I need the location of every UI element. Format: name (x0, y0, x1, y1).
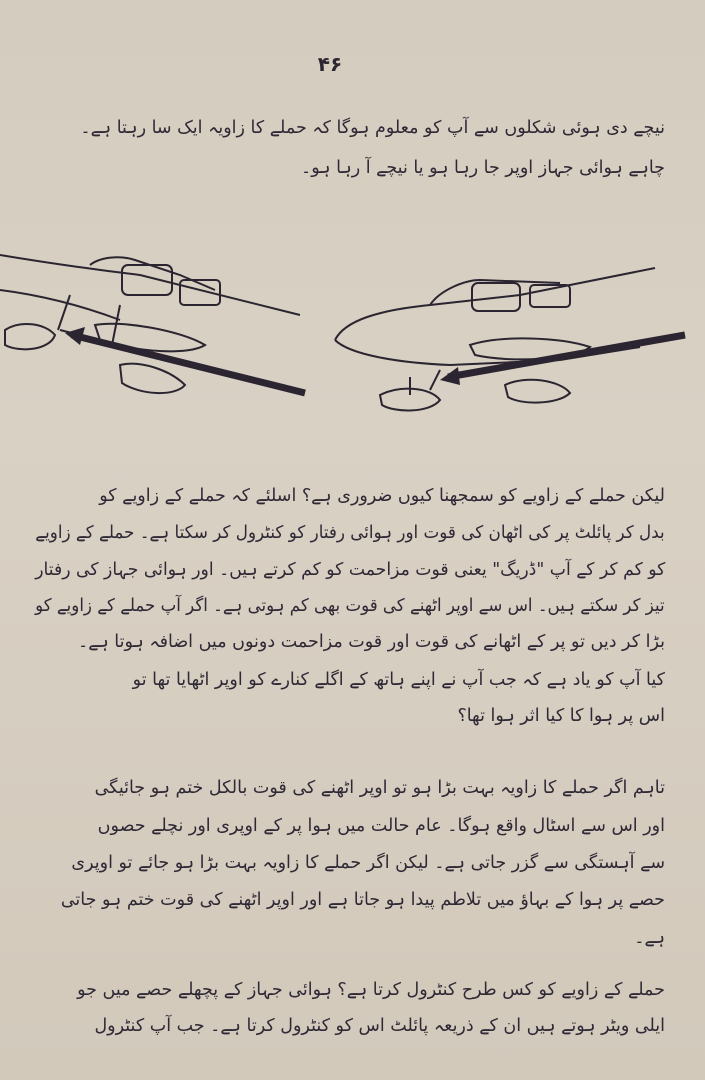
body-line-2: بدل کر پائلٹ پر کی اٹھان کی قوت اور ہوائی رفتار کو کنٹرول کر سکتا ہے۔ حملے کے زاویے (35, 523, 665, 543)
body-line-13: حملے کے زاویے کو کس طرح کنٹرول کرتا ہے؟ ہوائی جہاز کے پچھلے حصے میں جو (77, 980, 665, 1000)
airflow-arrowhead-right (440, 367, 460, 385)
body-line-3: کو کم کر کے آپ "ڈریگ" یعنی قوت مزاحمت کو کم کرتے ہیں۔ اور ہوائی جہاز کی رفتار (34, 560, 665, 580)
airflow-arrowhead-left (65, 327, 85, 345)
intro-line-1: نیچے دی ہوئی شکلوں سے آپ کو معلوم ہوگا کہ حملے کا زاویہ ایک سا رہتا ہے۔ (80, 118, 665, 138)
body-line-14: ایلی ویٹر ہوتے ہیں ان کے ذریعہ پائلٹ اس کو کنٹرول کرتا ہے۔ جب آپ کنٹرول (94, 1016, 665, 1036)
airplane-climbing-drawing (0, 255, 300, 393)
airplane-illustration (0, 235, 705, 435)
body-line-4: تیز کر سکتے ہیں۔ اس سے اوپر اٹھنے کی قوت بھی کم ہوتی ہے۔ اگر آپ حملے کے زاویے کو (35, 596, 665, 616)
body-line-1: لیکن حملے کے زاویے کو سمجھنا کیوں ضروری ہے؟ اسلئے کہ حملے کے زاویے کو (99, 486, 665, 506)
page-number: ۴۶ (317, 52, 343, 76)
body-line-7: اس پر ہوا کا کیا اثر ہوا تھا؟ (457, 706, 665, 726)
body-line-8: تاہم اگر حملے کا زاویہ بہت بڑا ہو تو اوپر اٹھنے کی قوت بالکل ختم ہو جائیگی (94, 778, 665, 798)
body-line-9: اور اس سے اسٹال واقع ہوگا۔ عام حالت میں ہوا پر کے اوپری اور نچلے حصوں (97, 816, 665, 836)
body-line-5: بڑا کر دیں تو پر کے اٹھانے کی قوت اور قوت مزاحمت دونوں میں اضافہ ہوتا ہے۔ (77, 632, 665, 652)
airplane-descending-drawing (335, 268, 655, 410)
body-line-12: ہے۔ (634, 928, 665, 948)
intro-line-2: چاہے ہوائی جہاز اوپر جا رہا ہو یا نیچے آ رہا ہو۔ (301, 158, 665, 178)
body-line-11: حصے پر ہوا کے بہاؤ میں تلاطم پیدا ہو جاتا ہے اور اوپر اٹھنے کی قوت ختم ہو جاتی (60, 890, 665, 910)
body-line-10: سے آہستگی سے گزر جاتی ہے۔ لیکن اگر حملے کا زاویہ بہت بڑا ہو جائے تو اوپری (71, 853, 665, 873)
airflow-arrow-left (72, 335, 305, 393)
body-line-6: کیا آپ کو یاد ہے کہ جب آپ نے اپنے ہاتھ کے اگلے کنارے کو اوپر اٹھایا تھا تو (132, 670, 665, 690)
